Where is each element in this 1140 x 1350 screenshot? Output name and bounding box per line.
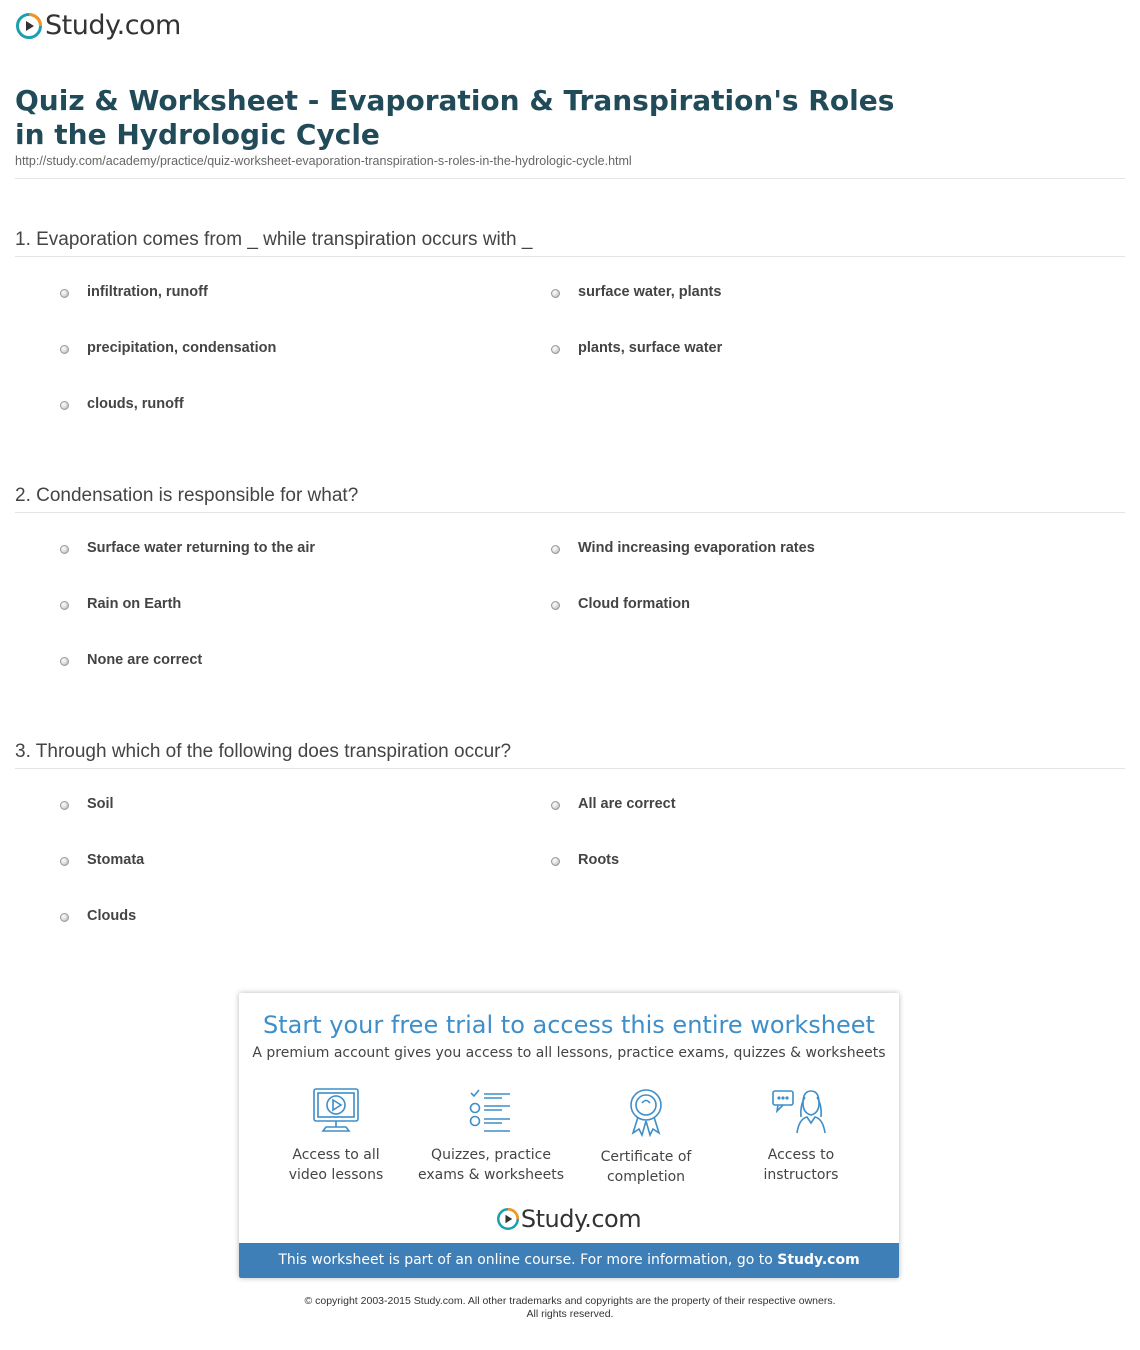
page-title: Quiz & Worksheet - Evaporation & Transpiration's Roles in the Hydrologic Cycle [15, 84, 895, 151]
question-3: 3. Through which of the following does transpiration occur? [15, 741, 512, 762]
answer-option[interactable] [60, 852, 144, 868]
feature-label: Access to all [292, 1147, 380, 1163]
answer-label: Soil [87, 796, 114, 812]
answer-option[interactable] [60, 396, 184, 412]
answer-option[interactable] [551, 340, 722, 356]
answer-label: Wind increasing evaporation rates [578, 540, 815, 556]
answer-option[interactable] [60, 284, 208, 300]
answer-option[interactable] [60, 652, 202, 668]
answer-label: precipitation, condensation [87, 340, 277, 356]
radio-button[interactable] [60, 913, 69, 922]
quiz-list-icon [466, 1087, 516, 1135]
instructor-icon [771, 1087, 831, 1135]
radio-button[interactable] [60, 801, 69, 810]
certificate-icon [621, 1087, 671, 1137]
answer-label: Surface water returning to the air [87, 540, 316, 556]
radio-button[interactable] [551, 801, 560, 810]
answer-label: Stomata [87, 852, 145, 868]
copyright-line-2: All rights reserved. [526, 1308, 614, 1320]
feature-label: completion [606, 1169, 686, 1185]
feature-label: Access to [767, 1147, 835, 1163]
answer-label: Rain on Earth [87, 596, 182, 612]
cta-title[interactable]: Start your free trial to access this entire worksheet [263, 1011, 875, 1039]
study-logo-icon [16, 13, 42, 39]
course-info-text: This worksheet is part of an online course. For more information, go to [278, 1252, 773, 1268]
radio-button[interactable] [60, 401, 69, 410]
radio-button[interactable] [60, 345, 69, 354]
study-logo[interactable] [16, 10, 181, 42]
answer-option[interactable] [551, 596, 690, 612]
logo-text: Study.com [520, 1205, 642, 1233]
cta-study-logo[interactable] [239, 1205, 899, 1233]
study-link[interactable]: Study.com [777, 1252, 860, 1268]
cta-subtitle: A premium account gives you access to all lessons, practice exams, quizzes & worksheets [252, 1045, 886, 1061]
answer-label: surface water, plants [578, 284, 722, 300]
feature-label: Quizzes, practice [431, 1147, 551, 1163]
copyright-line-1: © copyright 2003-2015 Study.com. All other trademarks and copyrights are the property of their respective owners. [304, 1295, 836, 1307]
radio-button[interactable] [551, 601, 560, 610]
radio-button[interactable] [60, 601, 69, 610]
question-1: 1. Evaporation comes from _ while transpiration occurs with _ [15, 229, 533, 250]
answer-label: Clouds [87, 908, 137, 924]
radio-button[interactable] [60, 857, 69, 866]
answer-label: infiltration, runoff [87, 284, 208, 300]
header-divider [15, 178, 1125, 179]
answer-label: Cloud formation [578, 596, 690, 612]
feature-video-lessons [261, 1087, 411, 1185]
answer-label: Roots [578, 852, 620, 868]
answer-option[interactable] [60, 796, 114, 812]
answer-option[interactable] [60, 540, 315, 556]
question-divider [15, 768, 1125, 769]
feature-label: instructors [763, 1167, 839, 1183]
radio-button[interactable] [551, 345, 560, 354]
answer-label: None are correct [87, 652, 203, 668]
radio-button[interactable] [60, 657, 69, 666]
answer-option[interactable] [60, 340, 276, 356]
question-divider [15, 256, 1125, 257]
answer-option[interactable] [551, 852, 619, 868]
answer-option[interactable] [60, 596, 181, 612]
answer-option[interactable] [60, 908, 136, 924]
answer-option[interactable] [551, 284, 721, 300]
radio-button[interactable] [60, 289, 69, 298]
answer-label: clouds, runoff [87, 396, 184, 412]
logo-text: Study.com [45, 10, 181, 41]
page-url: http://study.com/academy/practice/quiz-worksheet-evaporation-transpiration-s-roles-in-the-hydrologic-cycle.html [15, 154, 632, 168]
course-info-bar [239, 1243, 899, 1278]
feature-label: Certificate of [600, 1149, 692, 1165]
feature-label: video lessons [288, 1167, 384, 1183]
answer-option[interactable] [551, 796, 676, 812]
question-2: 2. Condensation is responsible for what? [15, 485, 359, 506]
radio-button[interactable] [551, 545, 560, 554]
answer-label: plants, surface water [578, 340, 723, 356]
question-divider [15, 512, 1125, 513]
copyright [0, 1295, 1140, 1321]
video-lesson-icon [311, 1087, 361, 1135]
study-logo-icon [497, 1208, 519, 1230]
answer-option[interactable] [551, 540, 815, 556]
feature-quizzes [416, 1087, 566, 1185]
feature-label: exams & worksheets [417, 1167, 565, 1183]
radio-button[interactable] [551, 289, 560, 298]
feature-certificate [571, 1087, 721, 1187]
free-trial-box [239, 993, 899, 1278]
radio-button[interactable] [60, 545, 69, 554]
radio-button[interactable] [551, 857, 560, 866]
answer-label: All are correct [578, 796, 676, 812]
feature-instructors [726, 1087, 876, 1185]
